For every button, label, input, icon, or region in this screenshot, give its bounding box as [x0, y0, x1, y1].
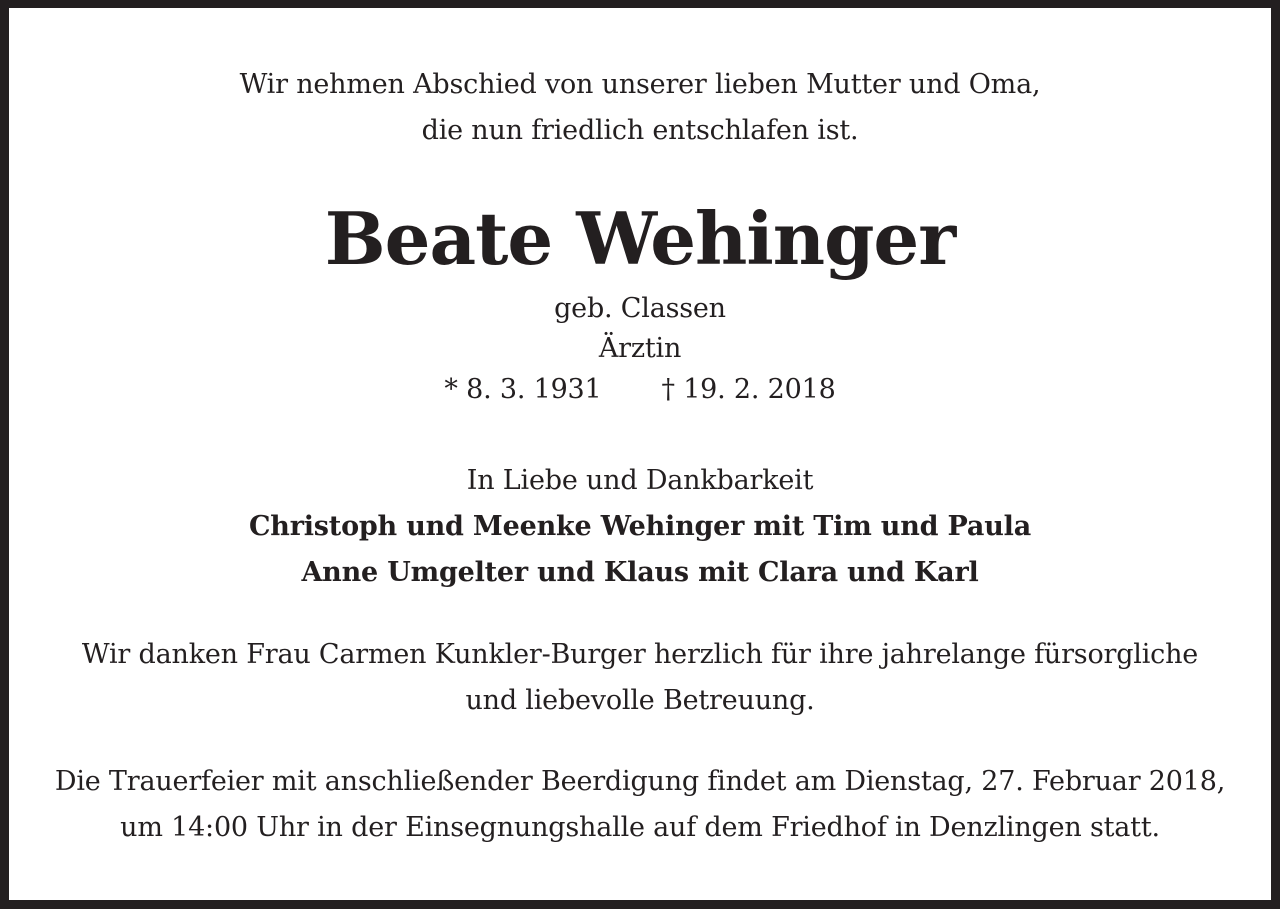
thanks-text — [9, 632, 1271, 724]
family-line: Anne Umgelter und Klaus mit Clara und Karl — [301, 557, 979, 588]
family-names — [9, 504, 1271, 596]
death-date: † 19. 2. 2018 — [661, 374, 836, 405]
funeral-line: Die Trauerfeier mit anschließender Beerdigung findet am Dienstag, 27. Februar 2018, — [54, 766, 1226, 797]
thanks-line: und liebevolle Betreuung. — [465, 685, 815, 716]
profession: Ärztin — [598, 333, 682, 364]
birth-date: * 8. 3. 1931 — [444, 374, 602, 405]
intro-line: Wir nehmen Abschied von unserer lieben Mutter und Oma, — [239, 69, 1041, 100]
deceased-name: Beate Wehinger — [324, 196, 956, 281]
life-dates — [9, 370, 1271, 410]
intro-text — [9, 62, 1271, 154]
funeral-line: um 14:00 Uhr in der Einsegnungshalle auf dem Friedhof in Denzlingen statt. — [120, 812, 1160, 843]
love-line: In Liebe und Dankbarkeit — [466, 465, 814, 496]
funeral-info — [9, 759, 1271, 851]
birth-name: geb. Classen — [554, 293, 726, 324]
thanks-line: Wir danken Frau Carmen Kunkler-Burger herzlich für ihre jahrelange fürsorgliche — [81, 639, 1199, 670]
family-line: Christoph und Meenke Wehinger mit Tim und Paula — [249, 511, 1031, 542]
intro-line: die nun friedlich entschlafen ist. — [421, 115, 859, 146]
